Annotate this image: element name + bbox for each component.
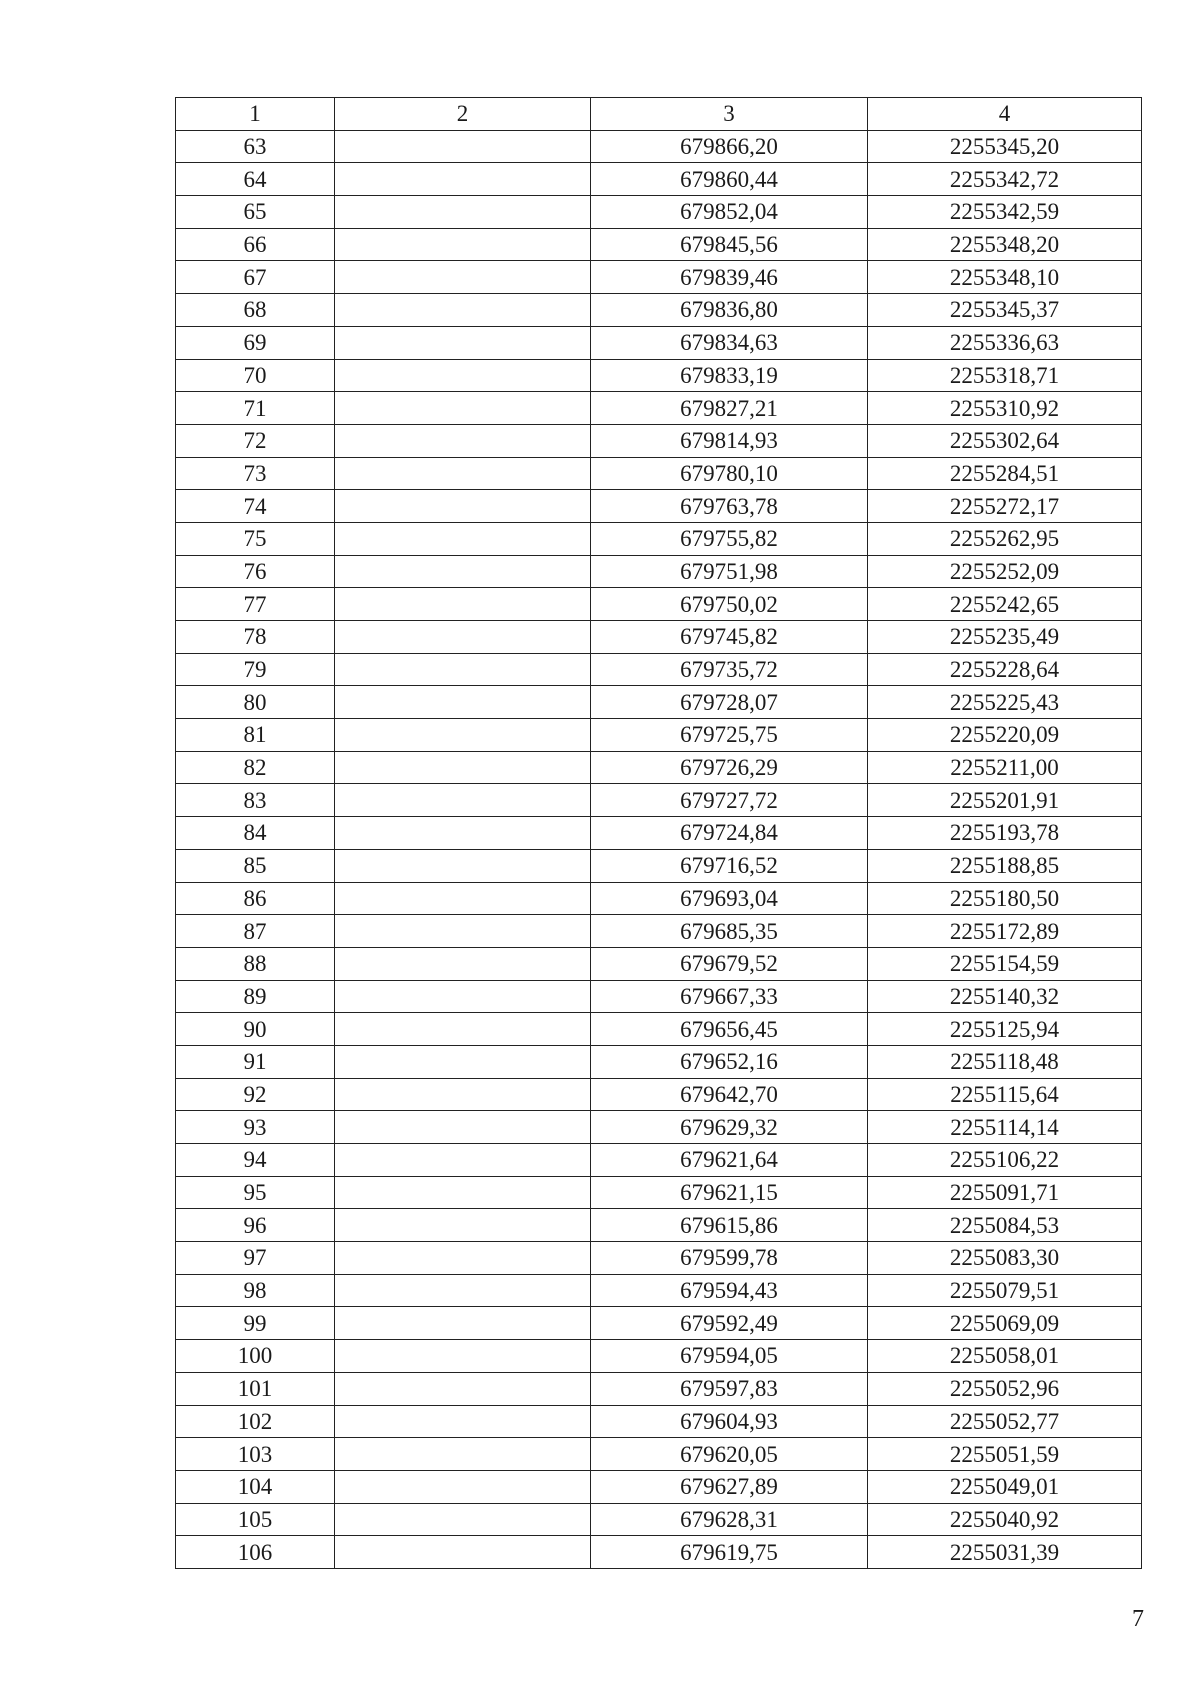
table-row	[176, 1013, 1142, 1046]
description-cell	[335, 1307, 591, 1340]
description-cell	[335, 980, 591, 1013]
x-coordinate-cell: 679860,44	[591, 163, 868, 196]
description-cell	[335, 555, 591, 588]
y-coordinate-cell: 2255115,64	[868, 1078, 1142, 1111]
x-coordinate-cell: 679750,02	[591, 588, 868, 621]
description-cell	[335, 686, 591, 719]
y-coordinate-cell: 2255172,89	[868, 915, 1142, 948]
y-coordinate-cell: 2255211,00	[868, 751, 1142, 784]
header-cell-3: 3	[591, 98, 868, 131]
header-cell-2: 2	[335, 98, 591, 131]
description-cell	[335, 1503, 591, 1536]
table-row	[176, 1111, 1142, 1144]
point-number-cell: 75	[176, 522, 335, 555]
y-coordinate-cell: 2255348,10	[868, 261, 1142, 294]
y-coordinate-cell: 2255310,92	[868, 392, 1142, 425]
x-coordinate-cell: 679839,46	[591, 261, 868, 294]
y-coordinate-cell: 2255118,48	[868, 1045, 1142, 1078]
description-cell	[335, 849, 591, 882]
y-coordinate-cell: 2255302,64	[868, 424, 1142, 457]
y-coordinate-cell: 2255084,53	[868, 1209, 1142, 1242]
description-cell	[335, 1045, 591, 1078]
table-row	[176, 261, 1142, 294]
point-number-cell: 69	[176, 326, 335, 359]
table-row	[176, 784, 1142, 817]
point-number-cell: 66	[176, 228, 335, 261]
y-coordinate-cell: 2255235,49	[868, 621, 1142, 654]
y-coordinate-cell: 2255228,64	[868, 653, 1142, 686]
description-cell	[335, 1536, 591, 1569]
y-coordinate-cell: 2255052,96	[868, 1372, 1142, 1405]
description-cell	[335, 392, 591, 425]
x-coordinate-cell: 679679,52	[591, 947, 868, 980]
point-number-cell: 65	[176, 196, 335, 229]
point-number-cell: 96	[176, 1209, 335, 1242]
table-row	[176, 1209, 1142, 1242]
table-header	[176, 98, 1142, 131]
x-coordinate-cell: 679628,31	[591, 1503, 868, 1536]
description-cell	[335, 947, 591, 980]
x-coordinate-cell: 679726,29	[591, 751, 868, 784]
x-coordinate-cell: 679667,33	[591, 980, 868, 1013]
point-number-cell: 97	[176, 1242, 335, 1275]
x-coordinate-cell: 679833,19	[591, 359, 868, 392]
point-number-cell: 82	[176, 751, 335, 784]
x-coordinate-cell: 679627,89	[591, 1470, 868, 1503]
point-number-cell: 67	[176, 261, 335, 294]
x-coordinate-cell: 679836,80	[591, 294, 868, 327]
y-coordinate-cell: 2255225,43	[868, 686, 1142, 719]
description-cell	[335, 1111, 591, 1144]
y-coordinate-cell: 2255342,72	[868, 163, 1142, 196]
y-coordinate-cell: 2255201,91	[868, 784, 1142, 817]
point-number-cell: 105	[176, 1503, 335, 1536]
description-cell	[335, 817, 591, 850]
description-cell	[335, 784, 591, 817]
y-coordinate-cell: 2255040,92	[868, 1503, 1142, 1536]
x-coordinate-cell: 679724,84	[591, 817, 868, 850]
x-coordinate-cell: 679621,64	[591, 1144, 868, 1177]
point-number-cell: 85	[176, 849, 335, 882]
description-cell	[335, 1405, 591, 1438]
y-coordinate-cell: 2255125,94	[868, 1013, 1142, 1046]
y-coordinate-cell: 2255083,30	[868, 1242, 1142, 1275]
x-coordinate-cell: 679845,56	[591, 228, 868, 261]
y-coordinate-cell: 2255318,71	[868, 359, 1142, 392]
table-row	[176, 294, 1142, 327]
x-coordinate-cell: 679594,05	[591, 1340, 868, 1373]
point-number-cell: 94	[176, 1144, 335, 1177]
point-number-cell: 87	[176, 915, 335, 948]
point-number-cell: 90	[176, 1013, 335, 1046]
description-cell	[335, 1274, 591, 1307]
table-row	[176, 915, 1142, 948]
x-coordinate-cell: 679597,83	[591, 1372, 868, 1405]
x-coordinate-cell: 679599,78	[591, 1242, 868, 1275]
y-coordinate-cell: 2255262,95	[868, 522, 1142, 555]
point-number-cell: 79	[176, 653, 335, 686]
table-row	[176, 1045, 1142, 1078]
table-row	[176, 980, 1142, 1013]
point-number-cell: 72	[176, 424, 335, 457]
description-cell	[335, 1078, 591, 1111]
table-row	[176, 1242, 1142, 1275]
header-cell-1: 1	[176, 98, 335, 131]
table-row	[176, 588, 1142, 621]
table-row	[176, 326, 1142, 359]
description-cell	[335, 653, 591, 686]
description-cell	[335, 196, 591, 229]
description-cell	[335, 424, 591, 457]
x-coordinate-cell: 679652,16	[591, 1045, 868, 1078]
y-coordinate-cell: 2255051,59	[868, 1438, 1142, 1471]
table-row	[176, 1536, 1142, 1569]
x-coordinate-cell: 679751,98	[591, 555, 868, 588]
description-cell	[335, 882, 591, 915]
point-number-cell: 89	[176, 980, 335, 1013]
table-row	[176, 1144, 1142, 1177]
point-number-cell: 100	[176, 1340, 335, 1373]
x-coordinate-cell: 679834,63	[591, 326, 868, 359]
x-coordinate-cell: 679615,86	[591, 1209, 868, 1242]
description-cell	[335, 751, 591, 784]
x-coordinate-cell: 679604,93	[591, 1405, 868, 1438]
point-number-cell: 101	[176, 1372, 335, 1405]
description-cell	[335, 457, 591, 490]
x-coordinate-cell: 679866,20	[591, 130, 868, 163]
point-number-cell: 98	[176, 1274, 335, 1307]
point-number-cell: 102	[176, 1405, 335, 1438]
point-number-cell: 78	[176, 621, 335, 654]
description-cell	[335, 719, 591, 752]
x-coordinate-cell: 679735,72	[591, 653, 868, 686]
description-cell	[335, 490, 591, 523]
header-cell-4: 4	[868, 98, 1142, 131]
header-row	[176, 98, 1142, 131]
x-coordinate-cell: 679693,04	[591, 882, 868, 915]
y-coordinate-cell: 2255345,20	[868, 130, 1142, 163]
table-row	[176, 228, 1142, 261]
table-row	[176, 849, 1142, 882]
point-number-cell: 70	[176, 359, 335, 392]
x-coordinate-cell: 679656,45	[591, 1013, 868, 1046]
y-coordinate-cell: 2255052,77	[868, 1405, 1142, 1438]
table-body	[176, 130, 1142, 1568]
table-row	[176, 359, 1142, 392]
description-cell	[335, 522, 591, 555]
y-coordinate-cell: 2255180,50	[868, 882, 1142, 915]
point-number-cell: 74	[176, 490, 335, 523]
description-cell	[335, 130, 591, 163]
description-cell	[335, 1438, 591, 1471]
table-row	[176, 1307, 1142, 1340]
table-row	[176, 621, 1142, 654]
x-coordinate-cell: 679727,72	[591, 784, 868, 817]
y-coordinate-cell: 2255272,17	[868, 490, 1142, 523]
table-row	[176, 719, 1142, 752]
x-coordinate-cell: 679592,49	[591, 1307, 868, 1340]
description-cell	[335, 1013, 591, 1046]
description-cell	[335, 1144, 591, 1177]
table-row	[176, 457, 1142, 490]
description-cell	[335, 621, 591, 654]
table-row	[176, 490, 1142, 523]
table-row	[176, 1176, 1142, 1209]
x-coordinate-cell: 679685,35	[591, 915, 868, 948]
table-row	[176, 1503, 1142, 1536]
point-number-cell: 86	[176, 882, 335, 915]
point-number-cell: 71	[176, 392, 335, 425]
point-number-cell: 73	[176, 457, 335, 490]
point-number-cell: 83	[176, 784, 335, 817]
y-coordinate-cell: 2255049,01	[868, 1470, 1142, 1503]
x-coordinate-cell: 679716,52	[591, 849, 868, 882]
point-number-cell: 77	[176, 588, 335, 621]
y-coordinate-cell: 2255154,59	[868, 947, 1142, 980]
y-coordinate-cell: 2255242,65	[868, 588, 1142, 621]
x-coordinate-cell: 679629,32	[591, 1111, 868, 1144]
description-cell	[335, 915, 591, 948]
description-cell	[335, 294, 591, 327]
table-row	[176, 686, 1142, 719]
table-row	[176, 1470, 1142, 1503]
table-row	[176, 1078, 1142, 1111]
point-number-cell: 68	[176, 294, 335, 327]
x-coordinate-cell: 679852,04	[591, 196, 868, 229]
point-number-cell: 88	[176, 947, 335, 980]
x-coordinate-cell: 679621,15	[591, 1176, 868, 1209]
table-row	[176, 1372, 1142, 1405]
point-number-cell: 63	[176, 130, 335, 163]
x-coordinate-cell: 679827,21	[591, 392, 868, 425]
table-row	[176, 1405, 1142, 1438]
y-coordinate-cell: 2255031,39	[868, 1536, 1142, 1569]
description-cell	[335, 261, 591, 294]
table-row	[176, 424, 1142, 457]
y-coordinate-cell: 2255140,32	[868, 980, 1142, 1013]
x-coordinate-cell: 679725,75	[591, 719, 868, 752]
page-number: 7	[1132, 1606, 1144, 1632]
y-coordinate-cell: 2255348,20	[868, 228, 1142, 261]
y-coordinate-cell: 2255091,71	[868, 1176, 1142, 1209]
table-row	[176, 196, 1142, 229]
table-row	[176, 817, 1142, 850]
table-row	[176, 751, 1142, 784]
table-row	[176, 555, 1142, 588]
table-row	[176, 1274, 1142, 1307]
y-coordinate-cell: 2255106,22	[868, 1144, 1142, 1177]
table-row	[176, 163, 1142, 196]
point-number-cell: 92	[176, 1078, 335, 1111]
description-cell	[335, 1372, 591, 1405]
x-coordinate-cell: 679619,75	[591, 1536, 868, 1569]
y-coordinate-cell: 2255188,85	[868, 849, 1142, 882]
description-cell	[335, 228, 591, 261]
table-row	[176, 1438, 1142, 1471]
description-cell	[335, 163, 591, 196]
point-number-cell: 64	[176, 163, 335, 196]
description-cell	[335, 1340, 591, 1373]
x-coordinate-cell: 679620,05	[591, 1438, 868, 1471]
table-row	[176, 653, 1142, 686]
x-coordinate-cell: 679780,10	[591, 457, 868, 490]
description-cell	[335, 359, 591, 392]
y-coordinate-cell: 2255252,09	[868, 555, 1142, 588]
point-number-cell: 93	[176, 1111, 335, 1144]
point-number-cell: 104	[176, 1470, 335, 1503]
table-row	[176, 130, 1142, 163]
y-coordinate-cell: 2255336,63	[868, 326, 1142, 359]
point-number-cell: 76	[176, 555, 335, 588]
y-coordinate-cell: 2255114,14	[868, 1111, 1142, 1144]
x-coordinate-cell: 679594,43	[591, 1274, 868, 1307]
y-coordinate-cell: 2255220,09	[868, 719, 1142, 752]
point-number-cell: 80	[176, 686, 335, 719]
y-coordinate-cell: 2255193,78	[868, 817, 1142, 850]
description-cell	[335, 1470, 591, 1503]
y-coordinate-cell: 2255345,37	[868, 294, 1142, 327]
table-row	[176, 882, 1142, 915]
description-cell	[335, 326, 591, 359]
description-cell	[335, 1242, 591, 1275]
point-number-cell: 84	[176, 817, 335, 850]
point-number-cell: 103	[176, 1438, 335, 1471]
table-row	[176, 392, 1142, 425]
point-number-cell: 106	[176, 1536, 335, 1569]
description-cell	[335, 588, 591, 621]
table-row	[176, 522, 1142, 555]
x-coordinate-cell: 679745,82	[591, 621, 868, 654]
coordinates-table	[175, 97, 1142, 1569]
point-number-cell: 95	[176, 1176, 335, 1209]
table-row	[176, 1340, 1142, 1373]
x-coordinate-cell: 679814,93	[591, 424, 868, 457]
y-coordinate-cell: 2255069,09	[868, 1307, 1142, 1340]
x-coordinate-cell: 679755,82	[591, 522, 868, 555]
x-coordinate-cell: 679728,07	[591, 686, 868, 719]
y-coordinate-cell: 2255079,51	[868, 1274, 1142, 1307]
point-number-cell: 81	[176, 719, 335, 752]
y-coordinate-cell: 2255342,59	[868, 196, 1142, 229]
description-cell	[335, 1209, 591, 1242]
y-coordinate-cell: 2255284,51	[868, 457, 1142, 490]
x-coordinate-cell: 679642,70	[591, 1078, 868, 1111]
description-cell	[335, 1176, 591, 1209]
x-coordinate-cell: 679763,78	[591, 490, 868, 523]
point-number-cell: 99	[176, 1307, 335, 1340]
table-row	[176, 947, 1142, 980]
point-number-cell: 91	[176, 1045, 335, 1078]
y-coordinate-cell: 2255058,01	[868, 1340, 1142, 1373]
